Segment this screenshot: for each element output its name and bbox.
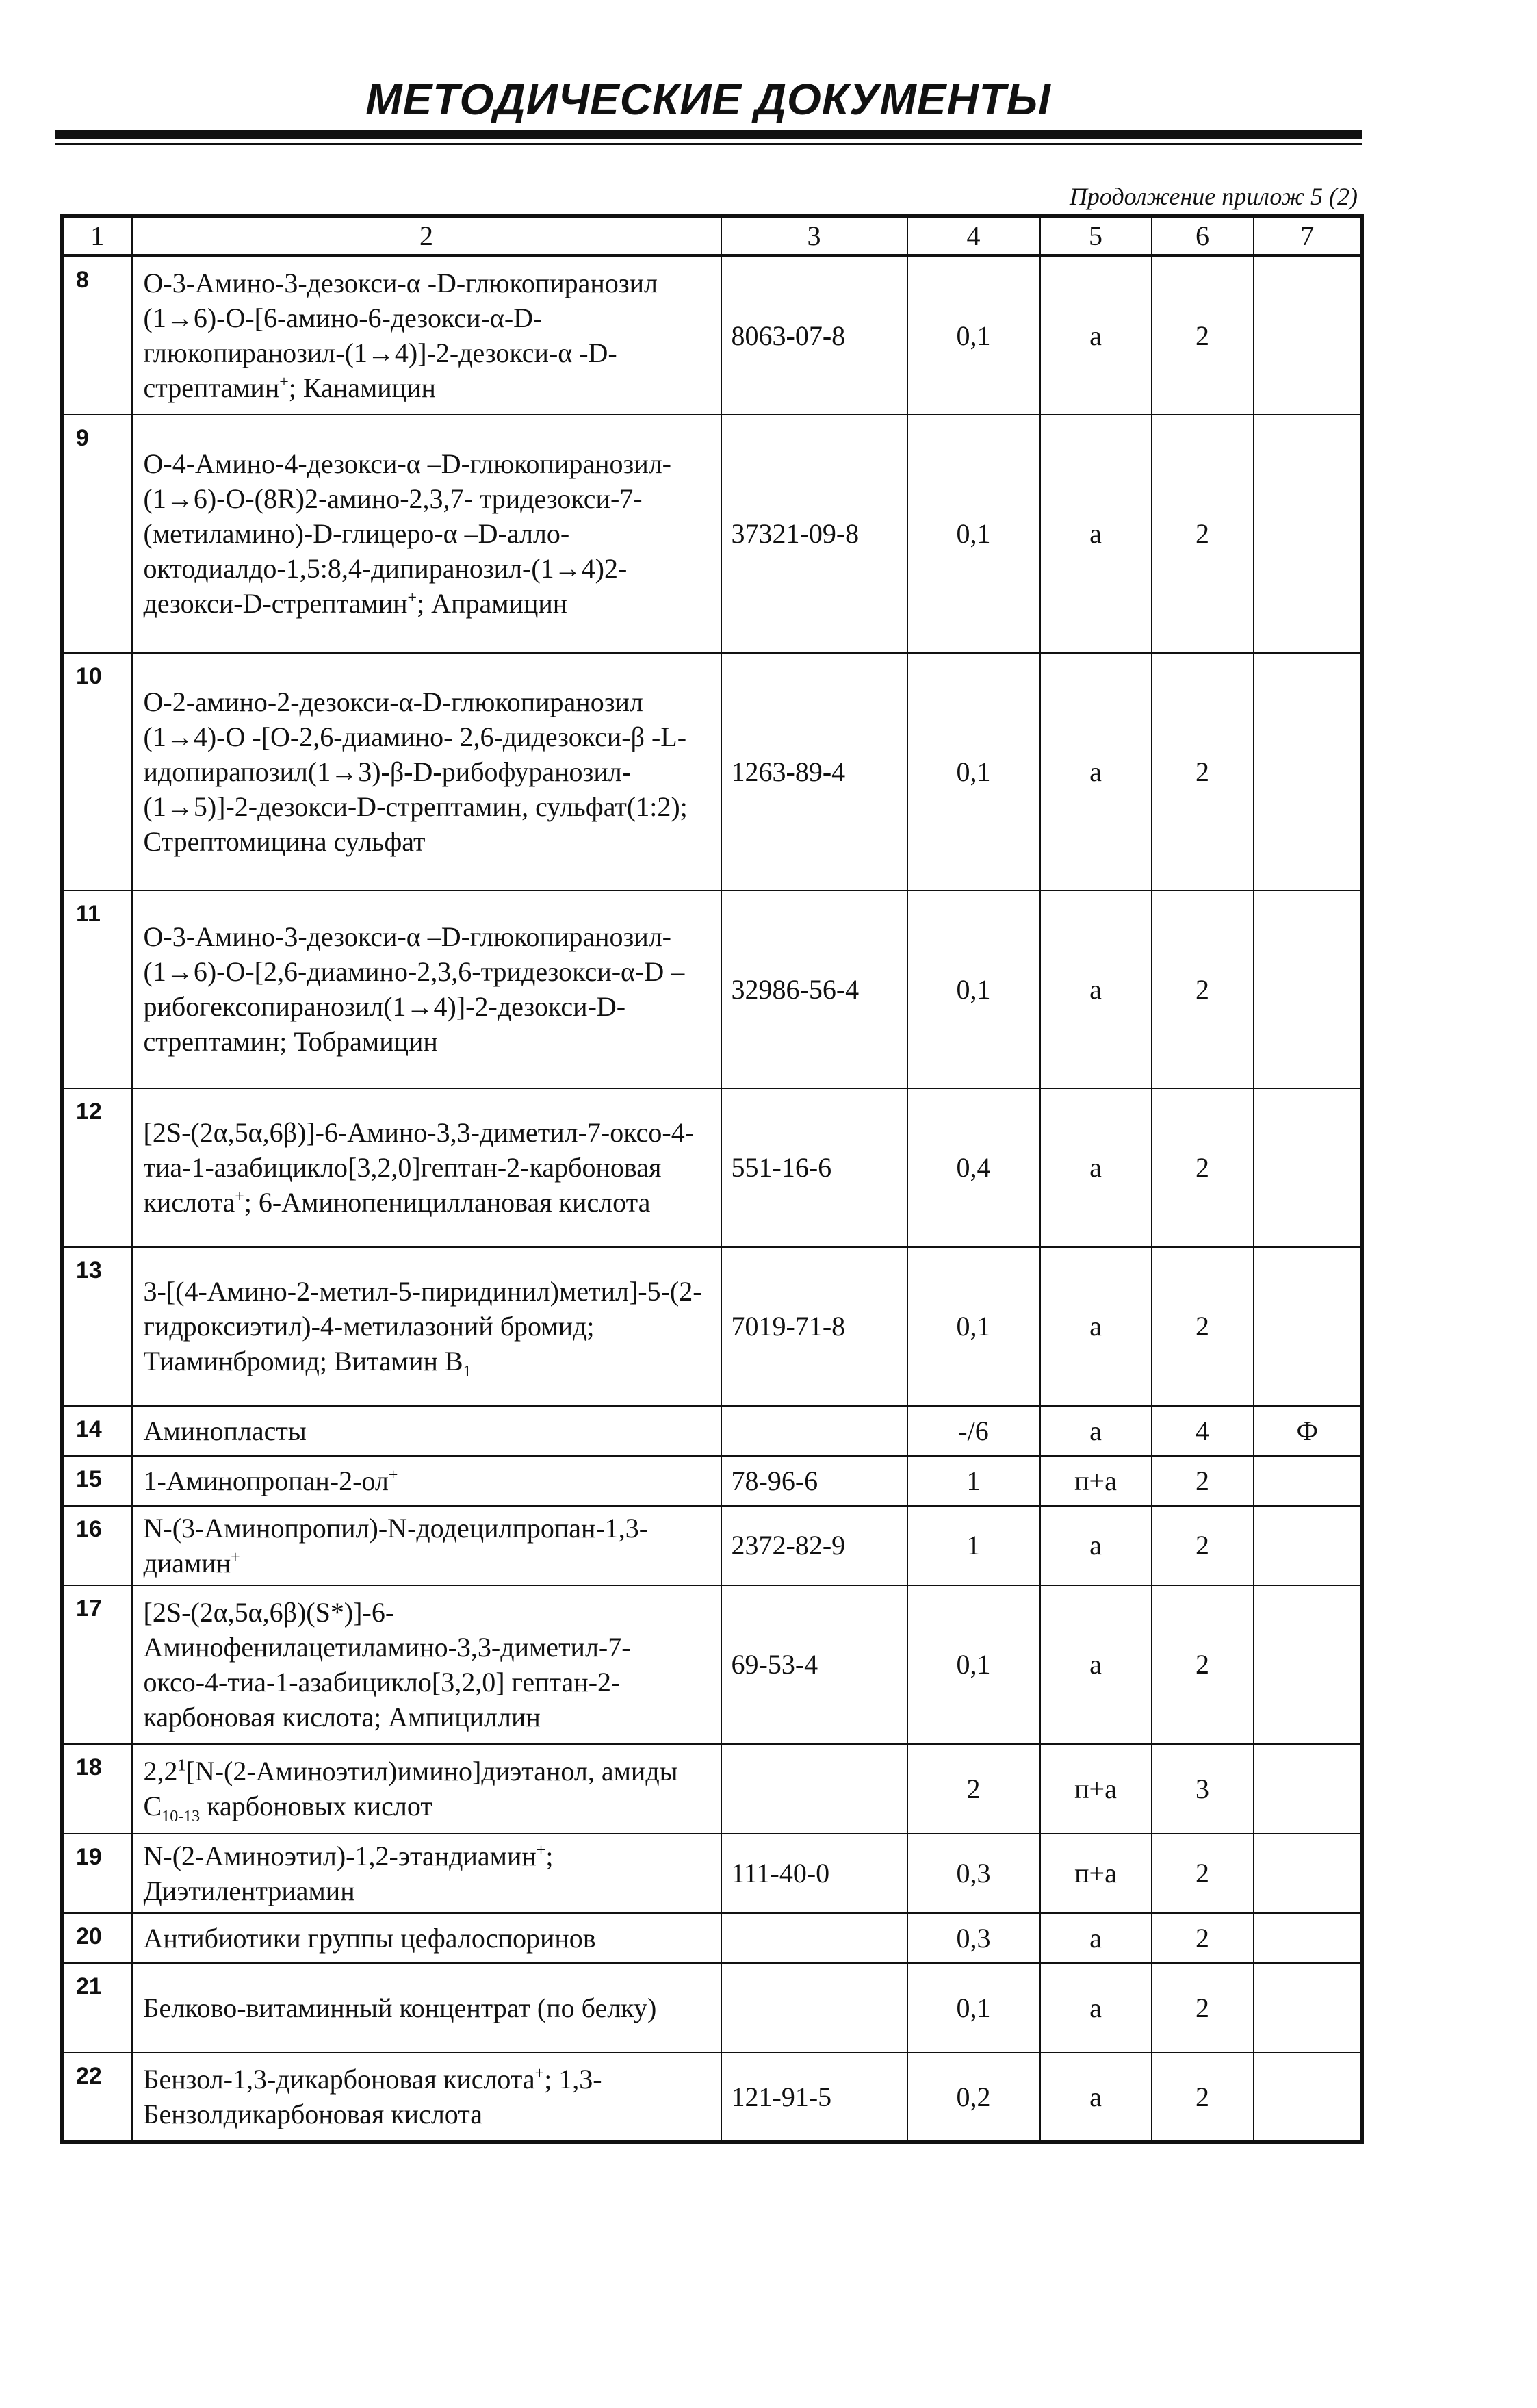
row-number: 17 xyxy=(62,1585,132,1744)
cas-number: 69-53-4 xyxy=(721,1585,907,1744)
substance-name-sup: + xyxy=(231,1548,240,1567)
table-row xyxy=(62,1406,1362,1456)
pdk-value: 0,1 xyxy=(907,256,1040,415)
pdk-value: 0,2 xyxy=(907,2053,1040,2142)
substance-name-text: N-(3-Аминопропил)-N-додецилпропан-1,3-диамин xyxy=(143,1512,649,1578)
action-feature xyxy=(1254,2053,1362,2142)
pdk-value: 0,1 xyxy=(907,1247,1040,1406)
column-header: 1 xyxy=(62,216,132,256)
cas-number: 7019-71-8 xyxy=(721,1247,907,1406)
substance-name-sup: + xyxy=(279,373,289,392)
substance-name xyxy=(132,1456,721,1506)
pdk-value: 1 xyxy=(907,1506,1040,1585)
hazard-class: 2 xyxy=(1152,1834,1254,1913)
aggregate-state: а xyxy=(1040,1506,1152,1585)
substance-name-sup: + xyxy=(388,1466,398,1485)
pdk-value: 2 xyxy=(907,1744,1040,1834)
pdk-value: 0,3 xyxy=(907,1834,1040,1913)
substance-name xyxy=(132,1963,721,2053)
cas-number xyxy=(721,1963,907,2053)
substances-table xyxy=(60,214,1364,2144)
cas-number xyxy=(721,1913,907,1963)
action-feature: Ф xyxy=(1254,1406,1362,1456)
pdk-value: 0,4 xyxy=(907,1088,1040,1247)
action-feature xyxy=(1254,1834,1362,1913)
substance-name-text: О-3-Амино-3-дезокси-α -D-глюкопиранозил (1→6)-О-[6-амино-6-дезокси-α-D-глюкопиранозил-(1→4)]-2-дезокси-α -D-стрептамин xyxy=(143,268,658,404)
cas-number: 32986-56-4 xyxy=(721,891,907,1088)
hazard-class: 2 xyxy=(1152,1247,1254,1406)
substance-name-sub: 10-13 xyxy=(162,1808,201,1826)
table-row xyxy=(62,1913,1362,1963)
row-number: 18 xyxy=(62,1744,132,1834)
aggregate-state: а xyxy=(1040,415,1152,653)
aggregate-state: а xyxy=(1040,2053,1152,2142)
action-feature xyxy=(1254,1506,1362,1585)
action-feature xyxy=(1254,1744,1362,1834)
table-row xyxy=(62,891,1362,1088)
hazard-class: 2 xyxy=(1152,891,1254,1088)
action-feature xyxy=(1254,1585,1362,1744)
column-header: 6 xyxy=(1152,216,1254,256)
action-feature xyxy=(1254,653,1362,891)
action-feature xyxy=(1254,891,1362,1088)
aggregate-state: а xyxy=(1040,1585,1152,1744)
substance-name-text: Аминопласты xyxy=(143,1415,307,1446)
table-row xyxy=(62,2053,1362,2142)
pdk-value: 1 xyxy=(907,1456,1040,1506)
substance-name-text: Белково-витаминный концентрат (по белку) xyxy=(143,1992,657,2023)
substance-name-sub: 1 xyxy=(463,1363,472,1381)
aggregate-state: а xyxy=(1040,256,1152,415)
table-row xyxy=(62,1247,1362,1406)
row-number: 19 xyxy=(62,1834,132,1913)
substance-name-text: [N-(2-Аминоэтил)имино]диэтанол, амиды C xyxy=(143,1756,678,1821)
hazard-class: 2 xyxy=(1152,1913,1254,1963)
substance-name-text: Антибиотики группы цефалоспоринов xyxy=(143,1922,596,1954)
pdk-value: 0,3 xyxy=(907,1913,1040,1963)
hazard-class: 2 xyxy=(1152,2053,1254,2142)
cas-number xyxy=(721,1406,907,1456)
aggregate-state: а xyxy=(1040,1913,1152,1963)
substance-name xyxy=(132,891,721,1088)
aggregate-state: а xyxy=(1040,1088,1152,1247)
cas-number: 78-96-6 xyxy=(721,1456,907,1506)
row-number: 12 xyxy=(62,1088,132,1247)
substance-name-sup: + xyxy=(407,589,417,607)
cas-number: 1263-89-4 xyxy=(721,653,907,891)
substance-name xyxy=(132,1585,721,1744)
row-number: 16 xyxy=(62,1506,132,1585)
substance-name-text: 3-[(4-Амино-2-метил-5-пиридинил)метил]-5-(2-гидроксиэтил)-4-метилазоний бромид; Тиаминбромид; Витамин B xyxy=(143,1276,702,1376)
substance-name xyxy=(132,1506,721,1585)
substance-name xyxy=(132,653,721,891)
substance-name-sup: + xyxy=(235,1188,244,1206)
aggregate-state: п+а xyxy=(1040,1744,1152,1834)
cas-number xyxy=(721,1744,907,1834)
cas-number: 551-16-6 xyxy=(721,1088,907,1247)
table-row xyxy=(62,1506,1362,1585)
substance-name-prefix-sup: 1 xyxy=(177,1756,186,1775)
substance-name-text: Бензол-1,3-дикарбоновая кислота xyxy=(143,2064,535,2095)
action-feature xyxy=(1254,1088,1362,1247)
table-row xyxy=(62,256,1362,415)
substance-name xyxy=(132,1247,721,1406)
aggregate-state: а xyxy=(1040,653,1152,891)
pdk-value: 0,1 xyxy=(907,891,1040,1088)
hazard-class: 3 xyxy=(1152,1744,1254,1834)
aggregate-state: а xyxy=(1040,1963,1152,2053)
substance-name-prefix: 2,2 xyxy=(143,1756,178,1786)
row-number: 21 xyxy=(62,1963,132,2053)
substance-name-text: N-(2-Аминоэтил)-1,2-этандиамин xyxy=(143,1840,537,1871)
table-row xyxy=(62,653,1362,891)
column-header: 2 xyxy=(132,216,721,256)
table-header-row xyxy=(62,216,1362,256)
page-header xyxy=(55,68,1362,130)
action-feature xyxy=(1254,1913,1362,1963)
hazard-class: 2 xyxy=(1152,1506,1254,1585)
table-row xyxy=(62,1088,1362,1247)
cas-number: 8063-07-8 xyxy=(721,256,907,415)
substance-name-tail: ; 6-Аминопенициллановая кислота xyxy=(244,1187,651,1218)
substance-name xyxy=(132,1744,721,1834)
hazard-class: 4 xyxy=(1152,1406,1254,1456)
pdk-value: 0,1 xyxy=(907,653,1040,891)
substance-name-sup: + xyxy=(534,2064,545,2083)
pdk-value: -/6 xyxy=(907,1406,1040,1456)
substance-name-text: [2S-(2α,5α,6β)]-6-Амино-3,3-диметил-7-оксо-4-тиа-1-азабицикло[3,2,0]гептан-2-карбоновая кислота xyxy=(143,1117,695,1218)
table-row xyxy=(62,1585,1362,1744)
header-rule-thick xyxy=(55,130,1362,139)
table-row xyxy=(62,1834,1362,1913)
action-feature xyxy=(1254,1963,1362,2053)
substance-name xyxy=(132,2053,721,2142)
aggregate-state: а xyxy=(1040,891,1152,1088)
column-header: 4 xyxy=(907,216,1040,256)
hazard-class: 2 xyxy=(1152,1088,1254,1247)
aggregate-state: п+а xyxy=(1040,1834,1152,1913)
substance-name-tail: ; Канамицин xyxy=(288,372,436,404)
substance-name xyxy=(132,415,721,653)
row-number: 22 xyxy=(62,2053,132,2142)
substance-name-text: О-4-Амино-4-дезокси-α –D-глюкопиранозил-(1→6)-О-(8R)2-амино-2,3,7- тридезокси-7-(метиламино)-D-глицеро-α –D-алло-октодиалдо-1,5:8,4-дипиранозил-(1→4)2-дезокси-D-стрептамин xyxy=(143,448,672,619)
substance-name-text: О-2-амино-2-дезокси-α-D-глюкопиранозил (1→4)-О -[О-2,6-диамино- 2,6-дидезокси-β -L-идопирапозил(1→3)-β-D-рибофуранозил-(1→5)]-2-дезокси-D-стрептамин, сульфат(1:2); Стрептомицина сульфат xyxy=(143,686,688,857)
pdk-value: 0,1 xyxy=(907,1963,1040,2053)
substance-name xyxy=(132,1834,721,1913)
substance-name-sup: + xyxy=(536,1841,546,1860)
cas-number: 37321-09-8 xyxy=(721,415,907,653)
action-feature xyxy=(1254,1456,1362,1506)
hazard-class: 2 xyxy=(1152,415,1254,653)
action-feature xyxy=(1254,1247,1362,1406)
page-title: МЕТОДИЧЕСКИЕ ДОКУМЕНТЫ xyxy=(365,75,1051,124)
column-header: 5 xyxy=(1040,216,1152,256)
aggregate-state: а xyxy=(1040,1247,1152,1406)
cas-number: 2372-82-9 xyxy=(721,1506,907,1585)
hazard-class: 2 xyxy=(1152,256,1254,415)
row-number: 13 xyxy=(62,1247,132,1406)
substance-name xyxy=(132,1088,721,1247)
table-row xyxy=(62,1744,1362,1834)
substance-name-tail: ; Апрамицин xyxy=(417,588,568,619)
column-header: 7 xyxy=(1254,216,1362,256)
row-number: 20 xyxy=(62,1913,132,1963)
substance-name-text: [2S-(2α,5α,6β)(S*)]-6-Аминофенилацетиламино-3,3-диметил-7-оксо-4-тиа-1-азабицикло[3,2,0] гептан-2-карбоновая кислота; Ампициллин xyxy=(143,1596,631,1732)
hazard-class: 2 xyxy=(1152,1456,1254,1506)
cas-number: 121-91-5 xyxy=(721,2053,907,2142)
row-number: 10 xyxy=(62,653,132,891)
cas-number: 111-40-0 xyxy=(721,1834,907,1913)
row-number: 15 xyxy=(62,1456,132,1506)
hazard-class: 2 xyxy=(1152,1585,1254,1744)
column-header: 3 xyxy=(721,216,907,256)
row-number: 8 xyxy=(62,256,132,415)
row-number: 14 xyxy=(62,1406,132,1456)
substance-name xyxy=(132,1913,721,1963)
table-row xyxy=(62,1963,1362,2053)
action-feature xyxy=(1254,256,1362,415)
continuation-note: Продолжение прилож 5 (2) xyxy=(1069,183,1358,210)
row-number: 11 xyxy=(62,891,132,1088)
action-feature xyxy=(1254,415,1362,653)
aggregate-state: а xyxy=(1040,1406,1152,1456)
hazard-class: 2 xyxy=(1152,653,1254,891)
table-body xyxy=(62,256,1362,2142)
substance-name-text: О-3-Амино-3-дезокси-α –D-глюкопиранозил-(1→6)-О-[2,6-диамино-2,3,6-тридезокси-α-D –рибогексопиранозил(1→4)]-2-дезокси-D-стрептамин; Тобрамицин xyxy=(143,921,685,1057)
substances-table-container xyxy=(60,214,1360,2144)
substance-name-tail: ; 1,3-Бензолдикарбоновая кислота xyxy=(143,2064,602,2130)
substance-name-tail: карбоновых кислот xyxy=(200,1791,432,1821)
row-number: 9 xyxy=(62,415,132,653)
substance-name xyxy=(132,1406,721,1456)
pdk-value: 0,1 xyxy=(907,1585,1040,1744)
substance-name-text: 1-Аминопропан-2-ол xyxy=(143,1465,389,1496)
table-row xyxy=(62,415,1362,653)
header-rule-thin xyxy=(55,143,1362,145)
hazard-class: 2 xyxy=(1152,1963,1254,2053)
table-row xyxy=(62,1456,1362,1506)
aggregate-state: п+а xyxy=(1040,1456,1152,1506)
substance-name-tail: ; Диэтилентриамин xyxy=(143,1840,554,1906)
pdk-value: 0,1 xyxy=(907,415,1040,653)
substance-name xyxy=(132,256,721,415)
